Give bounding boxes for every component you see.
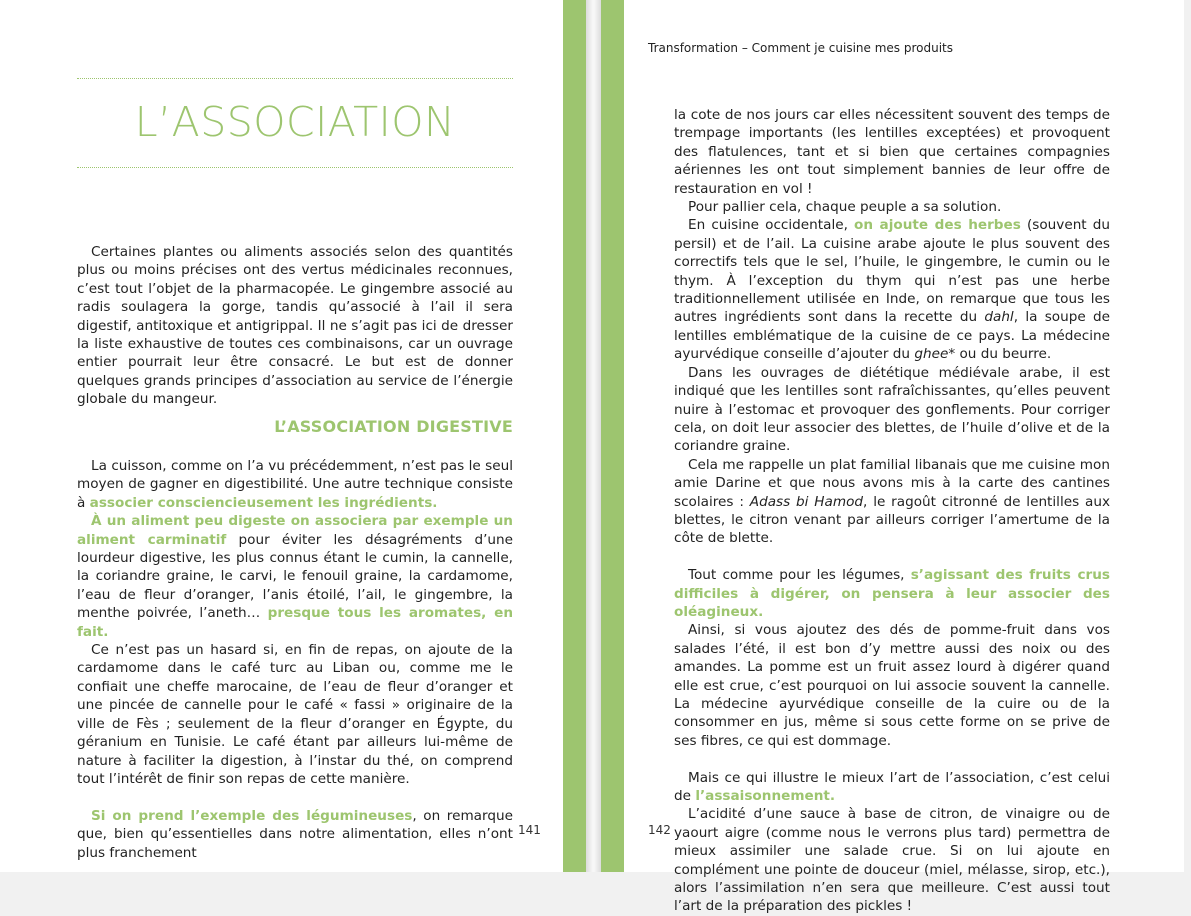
text-run: , le ragoût citronné de lentilles aux blettes, le citron venant par ailleurs corriger l’amertume de la côte de blette.	[674, 493, 1110, 547]
text-run: En cuisine occidentale,	[688, 217, 855, 234]
body-paragraph	[77, 457, 513, 512]
page-number-left: 141	[518, 823, 541, 837]
body-paragraph	[77, 807, 513, 862]
body-paragraph	[674, 216, 1110, 363]
body-paragraph: Dans les ouvrages de diététique médiévale arabe, il est indiqué que les lentilles sont rafraîchissantes, qu’elles peuvent nuire à l’estomac et provoquer des gonflements. Pour corriger cela, on doit leur associer des blettes, de l’huile d’olive et de la coriandre graine.	[674, 364, 1110, 455]
intro-column	[77, 243, 513, 409]
highlight-run: s’agissant des fruits crus difficiles à digérer, on pensera à leur associer des oléagineux.	[674, 567, 1111, 620]
intro-paragraph: Certaines plantes ou aliments associés selon des quantités plus ou moins précises ont des vertus médicinales reconnues, c’est tout l’objet de la pharmacopée. Le gingembre associé au radis soulagera la gorge, tandis qu’associé à l’ail il sera digestif, antitoxique et antigrippal. Il ne s’agit pas ici de dresser la liste exhaustive de toutes ces combinaisons, car un ouvrage entier pourrait leur être consacré. Le but est de donner quelques grands principes d’association au service de l’énergie globale du mangeur.	[77, 244, 513, 408]
text-run: * ou du beurre.	[948, 346, 1052, 363]
body-paragraph	[674, 769, 1110, 806]
right-green-edge	[601, 0, 624, 872]
title-rule-top	[77, 78, 513, 79]
text-run: , on remarque que, bien qu’essentielles dans notre alimentation, elles n’ont plus franchement	[77, 807, 513, 861]
right-body-column	[674, 106, 1110, 916]
highlight-run: Si on prend l’exemple des légumineuses	[91, 807, 413, 824]
highlight-run: presque tous les aromates, en fait.	[77, 605, 513, 640]
title-rule-bottom	[77, 167, 513, 168]
page-number-right: 142	[648, 823, 671, 837]
book-gutter	[586, 0, 601, 872]
text-run: Tout comme pour les légumes,	[688, 567, 911, 584]
highlight-run: l’assaisonnement.	[695, 788, 836, 804]
highlight-run: associer consciencieusement les ingrédients.	[89, 494, 438, 511]
text-run: La cuisson, comme on l’a vu précédemment, n’est pas le seul moyen de gagner en digestibilité. Une autre technique consiste à	[77, 458, 513, 511]
italic-run: ghee	[914, 346, 949, 363]
italic-run: Adass bi Hamod	[749, 493, 864, 510]
body-paragraph: L’acidité d’une sauce à base de citron, de vinaigre ou de yaourt aigre (comme nous le verrons plus tard) permettra de mieux assimiler une salade crue. Si on lui ajoute en complément une pointe de douceur (miel, mélasse, sirop, etc.), alors l’assimilation n’en sera que meilleure. C’est aussi tout l’art de la préparation des pickles !	[674, 806, 1110, 915]
text-run: pour éviter les désagréments d’une lourdeur digestive, les plus connus étant le cumin, la cannelle, la coriandre graine, le carvi, le fenouil graine, la cardamome, l’eau de fleur d’oranger, l’anis étoilé, l’ail, le gingembre, la menthe poivrée, l’aneth…	[77, 531, 514, 622]
left-green-edge	[563, 0, 586, 872]
running-header: Transformation – Comment je cuisine mes produits	[648, 41, 954, 55]
highlight-run: on ajoute des herbes	[854, 217, 1021, 234]
body-paragraph: Ce n’est pas un hasard si, en fin de repas, on ajoute de la cardamome dans le café turc au Liban ou, comme me le confiait une cheffe marocaine, de l’eau de fleur d’oranger et une pincée de cannelle pour le café « fassi » originaire de la ville de Fès ; seulement de la fleur d’oranger en Égypte, du géranium en Tunisie. Le café étant par ailleurs lui-même de nature à faciliter la digestion, à l’instar du thé, on comprend tout l’intérêt de finir son repas de cette manière.	[77, 642, 513, 787]
italic-run: dahl	[984, 309, 1014, 326]
text-run: Mais ce qui illustre le mieux l’art de l’association, c’est celui de	[674, 769, 1110, 804]
text-run: (souvent du persil) et de l’ail. La cuisine arabe ajoute le plus souvent des correctifs tels que le sel, l’huile, le gingembre, le cumin ou le thym. À l’exception du thym qui n’est pas une herbe traditionnellement utilisée en Inde, on remarque que tous les autres ingrédients sont dans la recette du	[674, 217, 1110, 326]
text-run: , la soupe de lentilles emblématique de la cuisine de ce pays. La médecine ayurvédique conseille d’ajouter du	[674, 309, 1111, 363]
text-run: Cela me rappelle un plat familial libanais que me cuisine mon amie Darine et que nous avons mis à la carte des cantines scolaires :	[674, 456, 1110, 510]
section-heading: L’ASSOCIATION DIGESTIVE	[274, 417, 513, 436]
body-paragraph: Pour pallier cela, chaque peuple a sa solution.	[688, 199, 1002, 216]
highlight-run: À un aliment peu digeste on associera par exemple un aliment carminatif	[77, 513, 513, 548]
body-paragraph	[77, 512, 513, 641]
body-paragraph: la cote de nos jours car elles nécessitent souvent des temps de trempage importants (les lentilles exceptées) et provoquent des flatulences, tant et si bien que certaines compagnies aériennes les ont tout simplement bannies de leur offre de restauration en vol !	[674, 107, 1110, 197]
body-paragraph	[674, 456, 1110, 548]
body-paragraph: Ainsi, si vous ajoutez des dés de pomme-fruit dans vos salades l’été, il est bon d’y mettre aussi des noix ou des amandes. La pomme est un fruit assez lourd à digérer quand elle est crue, c’est pourquoi on lui associe souvent la cannelle. La médecine ayurvédique conseille de la cuire ou de la consommer en jus, même si sous cette forme on se prive de ses fibres, ce qui est dommage.	[674, 622, 1110, 749]
chapter-title: L’ASSOCIATION	[134, 98, 456, 146]
body-paragraph	[674, 566, 1110, 621]
left-body-column	[77, 457, 513, 862]
